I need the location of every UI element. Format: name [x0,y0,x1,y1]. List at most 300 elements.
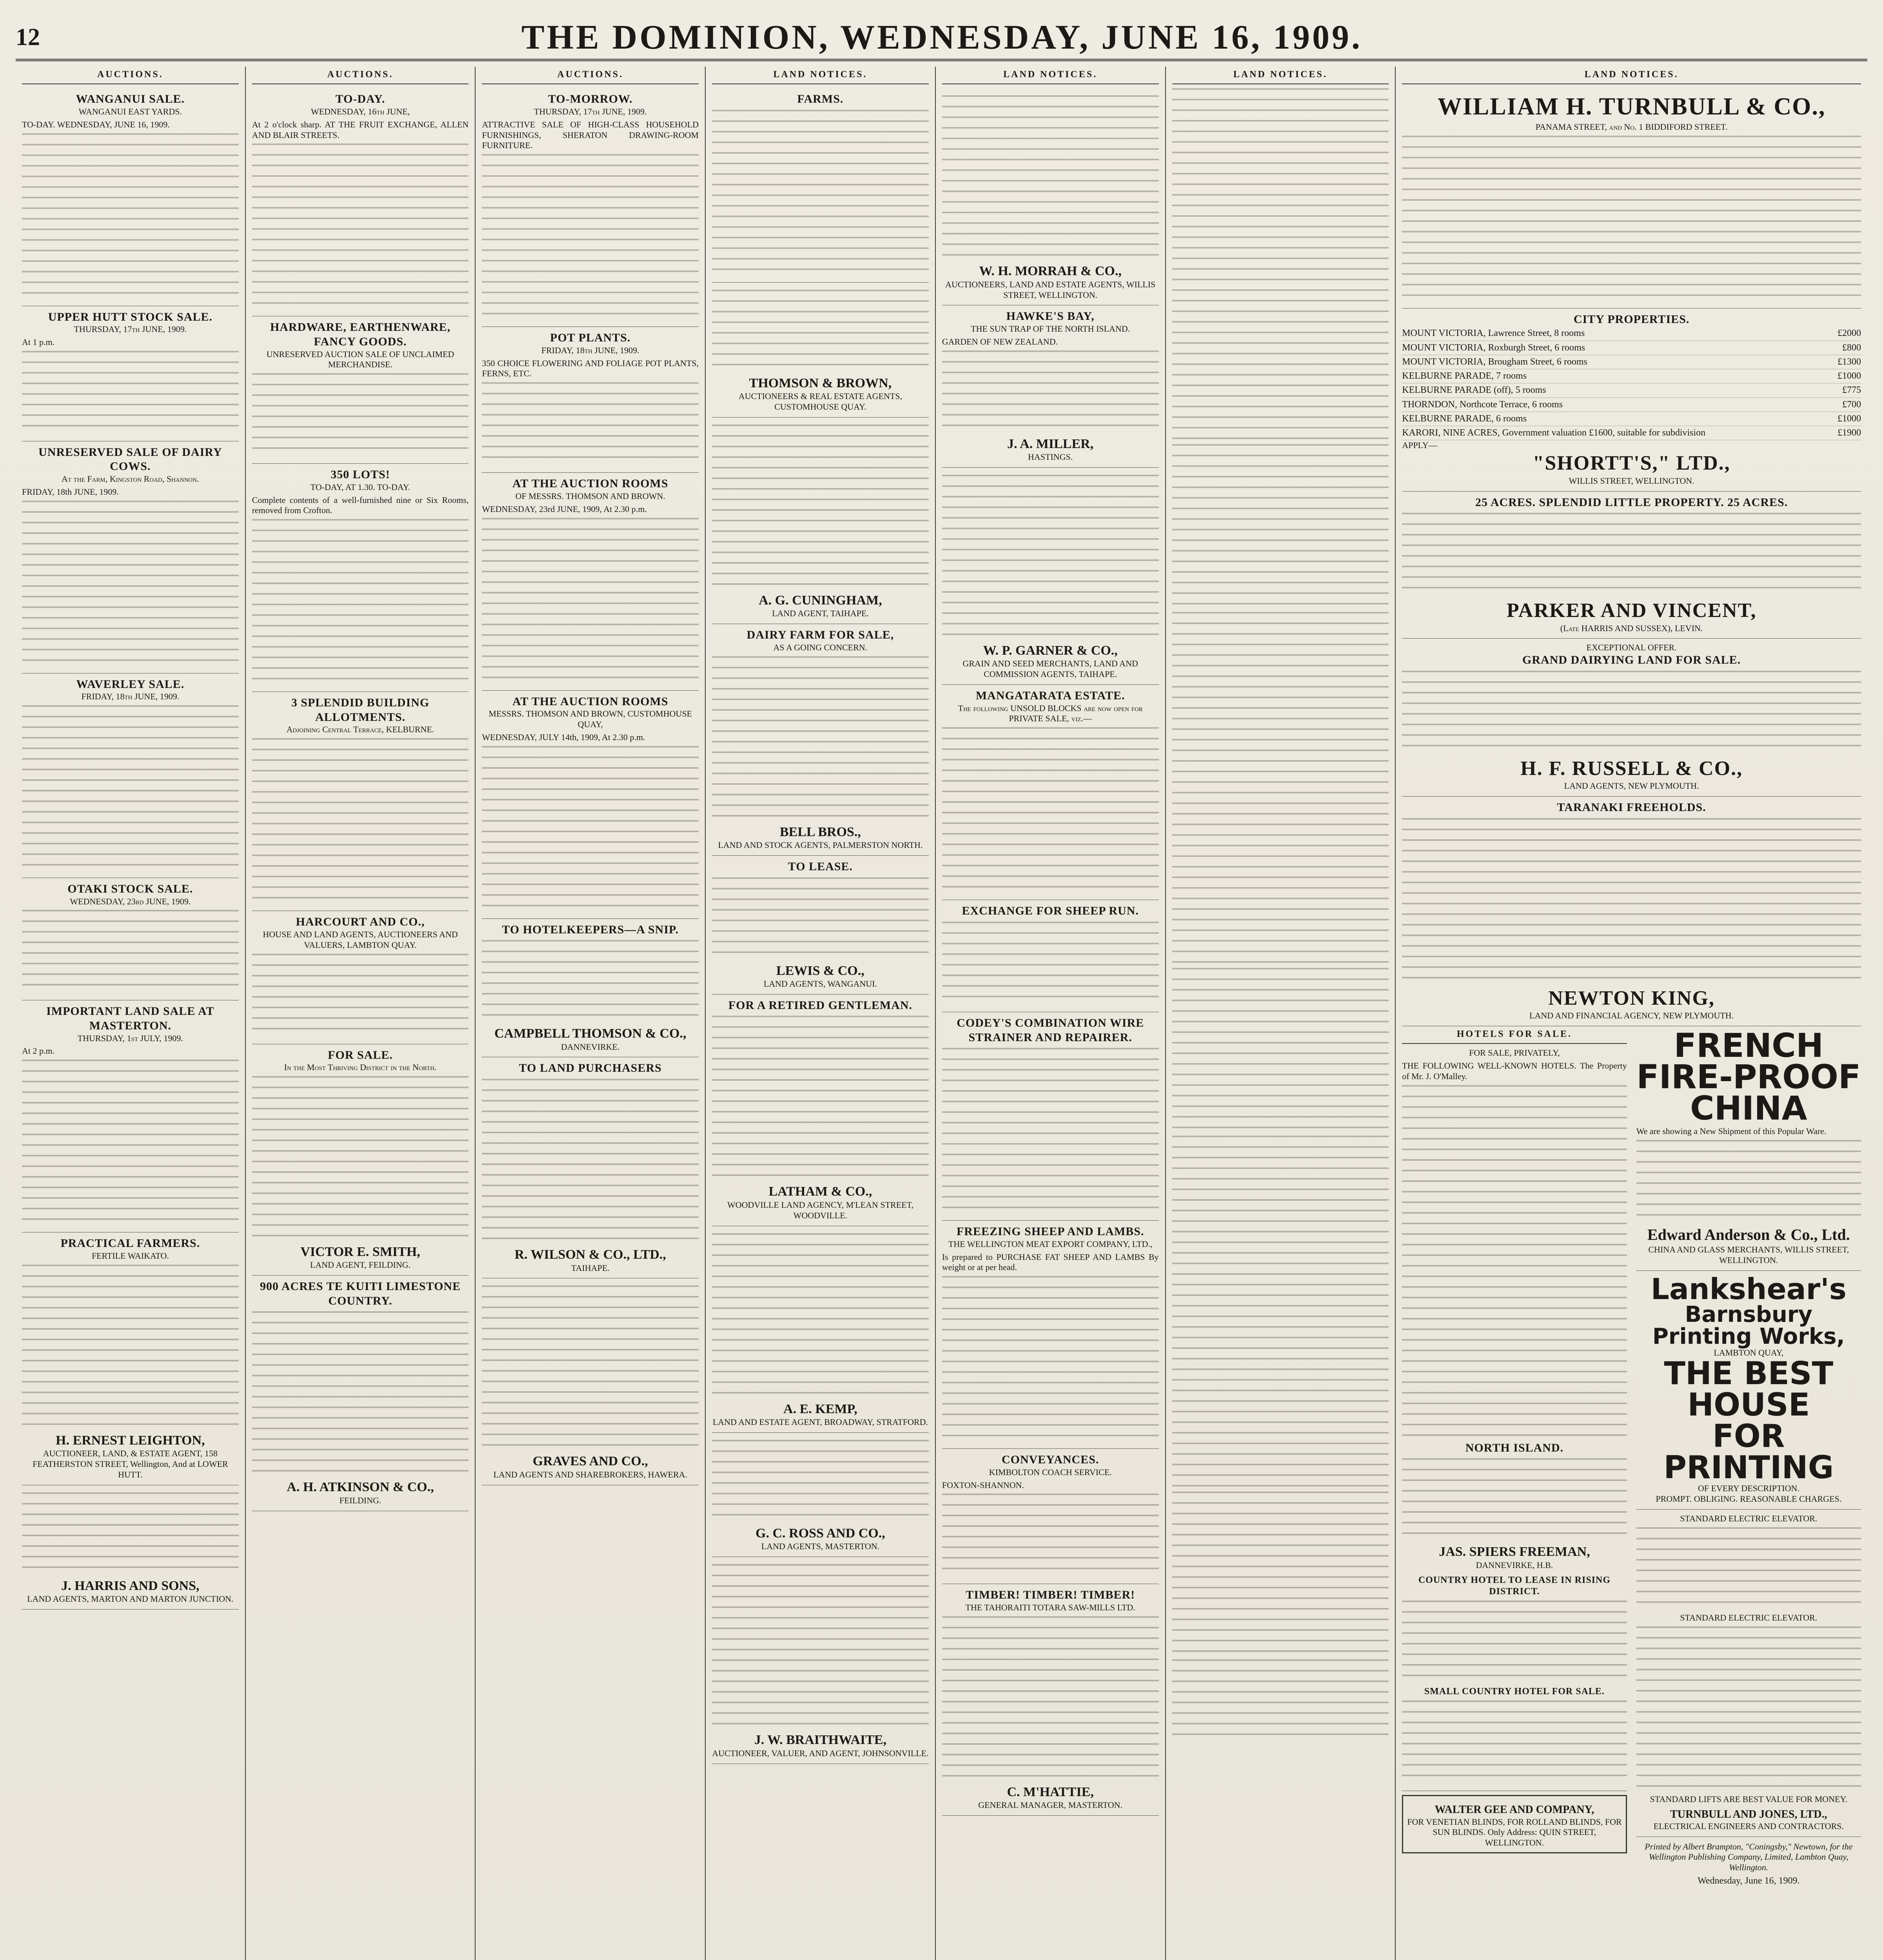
column-3 [476,67,706,1960]
property-price: £1300 [1837,356,1861,367]
ad-title: HAWKE'S BAY, [1006,310,1095,323]
ad-body: Complete contents of a well-furnished nine or Six Rooms, removed from Crofton. [252,495,469,515]
ad-title: PRACTICAL FARMERS. [60,1237,200,1250]
french-line-2: FIRE-PROOF [1636,1057,1861,1096]
advertisement [252,88,469,316]
firm-name: A. G. CUNINGHAM, [759,593,882,608]
text-block [252,954,469,1036]
property-name: THORNDON, Northcote Terrace, 6 rooms [1402,399,1563,410]
ad-subtitle: HOUSE AND LAND AGENTS, AUCTIONEERS AND VALUERS, LAMBTON QUAY. [263,929,458,950]
turnbull-jones-firm: TURNBULL AND JONES, LTD., [1670,1808,1827,1820]
firm-address: GRAIN AND SEED MERCHANTS, LAND AND COMMISSION AGENTS, TAIHAPE. [962,659,1138,679]
ad-subtitle: KIMBOLTON COACH SERVICE. [989,1467,1112,1477]
firm-address: LAND AGENTS, MARTON AND MARTON JUNCTION. [27,1594,234,1604]
ad-subtitle: AS A GOING CONCERN. [773,642,868,652]
firm-name: LATHAM & CO., [768,1184,872,1199]
column-2 [246,67,476,1960]
ad-title: FOR SALE. [328,1048,393,1062]
text-block [1636,1626,1861,1791]
advertisement [482,473,699,690]
ad-title: MANGATARATA ESTATE. [975,689,1125,702]
column-heading: LAND NOTICES. [942,67,1159,84]
text-block [942,1616,1159,1781]
freeman-firm: JAS. SPIERS FREEMAN, [1439,1544,1590,1559]
firm-address: LAND AND STOCK AGENTS, PALMERSTON NORTH. [718,840,923,850]
anderson-sub: CHINA AND GLASS MERCHANTS, WILLIS STREET, WELLINGTON. [1648,1244,1849,1265]
text-block [1172,968,1389,1132]
advertisement [22,1000,239,1232]
lankshear-sub: LAMBTON QUAY, [1714,1347,1784,1357]
exceptional-sub: GRAND DAIRYING LAND FOR SALE. [1522,653,1741,667]
property-price: £1000 [1837,371,1861,381]
ad-subtitle: WEDNESDAY, 16th JUNE, [311,106,410,116]
text-block [482,940,699,1022]
advertisement [942,1449,1159,1584]
property-name: MOUNT VICTORIA, Roxburgh Street, 6 rooms [1402,342,1585,353]
text-block [712,656,929,821]
advertisement [22,306,239,441]
ad-title: TO LAND PURCHASERS [519,1062,662,1075]
paper-title: THE DOMINION, WEDNESDAY, JUNE 16, 1909. [521,18,1363,56]
shortts-firm: "SHORTT'S," LTD., [1533,452,1730,475]
advertisement [252,1276,469,1511]
advertisement [252,911,469,1044]
hotels-north: NORTH ISLAND. [1465,1441,1564,1454]
firm-address: AUCTIONEERS & REAL ESTATE AGENTS, CUSTOMHOUSE QUAY. [738,391,902,412]
ad-subtitle: Adjoining Central Terrace, KELBURNE. [286,724,434,735]
advertisement [22,878,239,1000]
text-block [1172,88,1389,441]
advertisement [482,691,699,919]
french-china-ad [1636,1026,1861,1271]
ad-subtitle: In the Most Thriving District in the North. [284,1062,437,1073]
wide-lower-right [1636,1026,1861,1887]
imprint: Printed by Albert Brampton, "Coningsby," Newtown, for the Wellington Publishing Company, Limited, Lambton Quay, Wellington. [1645,1841,1853,1873]
advertisement [942,685,1159,900]
ad-subtitle: WEDNESDAY, 23rd JUNE, 1909. [70,896,191,906]
firm-name: VICTOR E. SMITH, [300,1244,420,1259]
turnbull-ad [1402,88,1861,308]
advertisement [482,919,699,1058]
ad-subtitle: FRIDAY, 18th JUNE, 1909. [81,691,180,702]
advertisement [22,673,239,878]
firm-name: J. HARRIS AND SONS, [61,1578,200,1593]
advertisement [22,441,239,673]
advertisement [22,1232,239,1485]
text-block [942,727,1159,892]
text-block [22,910,239,992]
turnbull-jones-sub: ELECTRICAL ENGINEERS AND CONTRACTORS. [1653,1821,1844,1831]
hotels-heading: HOTELS FOR SALE. [1402,1026,1627,1044]
text-block [1172,444,1389,609]
parker-vincent-firm: PARKER AND VINCENT, [1506,599,1757,622]
firm-address: LAND AGENTS, WANGANUI. [763,979,877,989]
ad-subtitle: THURSDAY, 17th JUNE, 1909. [534,106,647,116]
ad-title: WANGANUI SALE. [76,93,185,106]
ad-subtitle: THURSDAY, 17th JUNE, 1909. [74,324,187,334]
ad-subtitle: THE TAHORAITI TOTARA SAW-MILLS LTD. [965,1602,1135,1613]
advertisement [712,1433,929,1557]
text-block [1636,1140,1861,1222]
text-block [22,1060,239,1224]
text-block [482,154,699,319]
advertisement [482,88,699,327]
taranaki-title: TARANAKI FREEHOLDS. [1557,801,1706,814]
ad-subtitle: UNRESERVED AUCTION SALE OF UNCLAIMED MERCHANDISE. [266,349,454,370]
ad-subtitle: At the Farm, Kingston Road, Shannon. [62,474,199,484]
property-name: MOUNT VICTORIA, Lawrence Street, 8 rooms [1402,328,1585,339]
newton-king-sub: LAND AND FINANCIAL AGENCY, NEW PLYMOUTH. [1529,1011,1734,1021]
text-block [712,1016,929,1180]
advertisement [942,1221,1159,1449]
advertisement [712,417,929,624]
firm-name: H. ERNEST LEIGHTON, [56,1433,205,1448]
ad-title: 3 SPLENDID BUILDING ALLOTMENTS. [291,696,430,724]
price-row [1402,398,1861,412]
ad-title: TO LEASE. [788,860,853,873]
ad-subtitle: WANGANUI EAST YARDS. [78,106,182,116]
text-block [942,922,1159,1004]
column-wide [1396,67,1867,1960]
text-block [942,1494,1159,1576]
text-block [482,518,699,682]
advertisement [712,1557,929,1764]
columns [16,67,1867,1960]
ad-title: TIMBER! TIMBER! TIMBER! [966,1588,1135,1602]
firm-name: J. W. BRAITHWAITE, [754,1733,887,1748]
text-block [1402,1458,1627,1541]
advertisement [942,305,1159,468]
price-row [1402,412,1861,426]
text-block [712,290,929,372]
price-row [1402,369,1861,383]
firm-address: AUCTIONEER, VALUER, AND AGENT, JOHNSONVILLE. [712,1748,929,1758]
ad-title: TO-DAY. [335,93,385,106]
ad-title: CODEY'S COMBINATION WIRE STRAINER AND REPAIRER. [957,1016,1144,1044]
lankshear-line-1: Lankshear's [1651,1272,1847,1306]
ad-body: WEDNESDAY, 23rd JUNE, 1909, At 2.30 p.m. [482,504,647,514]
ad-subtitle: MESSRS. THOMSON AND BROWN, CUSTOMHOUSE QUAY, [488,709,692,729]
ad-subtitle: OF MESSRS. THOMSON AND BROWN. [515,491,665,501]
taranaki-ad [1402,797,1861,1026]
masthead [16,16,1867,61]
property-price: £1000 [1837,413,1861,424]
price-row [1402,383,1861,397]
best-line-1: THE BEST HOUSE [1664,1355,1834,1423]
text-block [482,1285,699,1450]
text-block [942,95,1159,260]
text-block [712,1440,929,1522]
ad-subtitle: FERTILE WAIKATO. [91,1250,169,1261]
turnbull-address: PANAMA STREET, and No. 1 BIDDIFORD STREET. [1535,122,1728,132]
text-block [252,1311,469,1476]
text-block [1402,513,1861,595]
text-block [252,738,469,903]
firm-name: C. M'HATTIE, [1007,1784,1094,1799]
city-properties-title: CITY PROPERTIES. [1573,312,1690,326]
firm-name: G. C. ROSS AND CO., [755,1526,885,1541]
russell-sub: LAND AGENTS, NEW PLYMOUTH. [1564,781,1699,791]
advertisement [712,283,929,417]
text-block [252,373,469,456]
text-block [22,133,239,298]
ad-title: HARCOURT AND CO., [296,915,425,929]
ad-body: TO-DAY. WEDNESDAY, JUNE 16, 1909. [22,119,170,129]
anderson-firm: Edward Anderson & Co., Ltd. [1647,1226,1850,1244]
property-price: £1900 [1837,428,1861,438]
ad-title: FOR A RETIRED GENTLEMAN. [728,998,912,1012]
ad-title: 900 ACRES TE KUITI LIMESTONE COUNTRY. [260,1280,461,1307]
column-5 [936,67,1166,1960]
ad-subtitle: THE SUN TRAP OF THE NORTH ISLAND. [971,323,1130,334]
property-name: MOUNT VICTORIA, Brougham Street, 6 rooms [1402,356,1587,367]
elevator-title-2: STANDARD ELECTRIC ELEVATOR. [1680,1612,1818,1622]
ad-body: FOXTON-SHANNON. [942,1480,1024,1490]
text-block [22,351,239,433]
firm-name: GRAVES AND CO., [532,1454,648,1469]
ad-body: At 1 p.m. [22,337,55,347]
firm-name: W. H. MORRAH & CO., [979,264,1122,279]
property-name: KARORI, NINE ACRES, Government valuation £1600, suitable for subdivision [1402,428,1706,438]
apply-label: APPLY— [1402,440,1437,450]
firm-name: J. A. MILLER, [1007,436,1094,451]
text-block [22,1492,239,1575]
text-block [712,877,929,960]
parker-vincent-sub: (Late HARRIS AND SUSSEX), LEVIN. [1560,623,1703,633]
best-line-2: FOR PRINTING [1663,1418,1834,1486]
elevator-ad [1636,1510,1861,1837]
ad-subtitle: TO-DAY, AT 1.30. TO-DAY. [310,482,410,492]
country-hotel-ad [1402,1571,1627,1791]
ad-title: CONVEYANCES. [1001,1453,1099,1466]
lankshear-line-2: Barnsbury [1685,1301,1812,1327]
lankshear-tag: PROMPT. OBLIGING. REASONABLE CHARGES. [1656,1494,1842,1504]
ad-body: Is prepared to PURCHASE FAT SHEEP AND LAMBS By weight or at per head. [942,1252,1159,1272]
text-block [22,501,239,665]
elevator-footer: STANDARD LIFTS ARE BEST VALUE FOR MONEY. [1650,1794,1847,1804]
ad-body: At 2 o'clock sharp. AT THE FRUIT EXCHANGE, ALLEN AND BLAIR STREETS. [252,119,469,140]
gee-body: FOR VENETIAN BLINDS, FOR ROLLAND BLINDS, FOR SUN BLINDS. Only Address: QUIN STREET, WELLINGTON. [1407,1817,1622,1848]
firm-name: A. E. KEMP, [783,1401,857,1416]
column-heading: AUCTIONS. [22,67,239,84]
ad-subtitle: The following UNSOLD BLOCKS are now open for PRIVATE SALE, viz.— [958,703,1143,724]
ad-title: UPPER HUTT STOCK SALE. [48,310,213,323]
text-block [1402,818,1861,983]
firm-name: LEWIS & CO., [776,963,864,978]
column-heading: AUCTIONS. [252,67,469,84]
turnbull-listings [1402,136,1861,300]
firm-address: TAIHAPE. [571,1263,610,1273]
price-row [1402,355,1861,369]
ad-title: AT THE AUCTION ROOMS [512,695,668,708]
french-line-1: FRENCH [1674,1026,1824,1065]
ad-subtitle: THURSDAY, 1st JULY, 1909. [77,1033,183,1043]
advertisement [22,88,239,306]
advertisement [252,464,469,692]
advertisement [712,624,929,856]
exceptional-title: EXCEPTIONAL OFFER. [1586,642,1677,653]
splendid-title: 25 ACRES. SPLENDID LITTLE PROPERTY. 25 ACRES. [1475,495,1788,509]
ad-body: GARDEN OF NEW ZEALAND. [942,336,1058,347]
firm-address: FEILDING. [339,1495,381,1505]
lankshear-line-3: Printing Works, [1652,1323,1845,1349]
property-price: £800 [1842,342,1861,353]
ad-title: IMPORTANT LAND SALE AT MASTERTON. [46,1005,214,1033]
ad-title: WAVERLEY SALE. [76,677,185,691]
firm-address: DANNEVIRKE. [561,1042,620,1052]
text-block [712,1564,929,1729]
ad-subtitle: FRIDAY, 18th JUNE, 1909. [541,345,639,355]
lankshear-ad [1636,1271,1861,1510]
property-price: £700 [1842,399,1861,410]
ad-body: At 2 p.m. [22,1046,55,1056]
advertisement [942,88,1159,305]
property-name: KELBURNE PARADE, 6 rooms [1402,413,1527,424]
text-block [1636,1527,1861,1610]
page-number: 12 [16,24,40,51]
text-block [1172,612,1389,965]
shortts-address: WILLIS STREET, WELLINGTON. [1569,475,1694,486]
ad-title: FREEZING SHEEP AND LAMBS. [956,1225,1144,1238]
turnbull-firm: WILLIAM H. TURNBULL & CO., [1437,93,1826,120]
elevator-title: STANDARD ELECTRIC ELEVATOR. [1680,1514,1818,1524]
ad-body: ATTRACTIVE SALE OF HIGH-CLASS HOUSEHOLD FURNISHINGS, SHERATON DRAWING-ROOM FURNITURE. [482,119,699,151]
property-name: KELBURNE PARADE (off), 5 rooms [1402,385,1546,396]
ad-body: 350 CHOICE FLOWERING AND FOLIAGE POT PLANTS, FERNS, ETC. [482,358,699,379]
text-block [942,350,1159,433]
wide-lower-left [1402,1026,1627,1887]
advertisement [712,856,929,995]
property-price: £2000 [1837,328,1861,339]
advertisement [22,1485,239,1610]
text-block [252,143,469,308]
text-block [712,110,929,274]
text-block [1402,671,1861,753]
text-block [252,1076,469,1241]
advertisement [942,900,1159,1012]
advertisement [942,1012,1159,1221]
text-block [712,1233,929,1398]
column-heading: LAND NOTICES. [712,67,929,84]
firm-address: LAND AGENT, FEILDING. [310,1260,411,1270]
advertisement [712,995,929,1226]
splendid-property-ad [1402,492,1861,639]
lankshear-desc: OF EVERY DESCRIPTION. [1698,1483,1799,1494]
text-block [1402,1700,1627,1783]
gee-ad [1402,1795,1627,1853]
firm-address: LAND AND ESTATE AGENT, BROADWAY, STRATFORD. [712,1417,928,1427]
exceptional-offer-ad [1402,639,1861,797]
text-block [1402,1601,1627,1683]
ad-title: TO HOTELKEEPERS—A SNIP. [502,923,679,936]
ad-title: AT THE AUCTION ROOMS [512,477,668,490]
advertisement [252,316,469,464]
property-price: £775 [1842,385,1861,396]
french-line-3: CHINA [1690,1089,1807,1127]
advertisement [942,1584,1159,1816]
firm-address: LAND AGENT, TAIHAPE. [772,608,869,619]
text-block [942,475,1159,639]
text-block [22,1265,239,1429]
ad-title: HARDWARE, EARTHENWARE, FANCY GOODS. [270,321,451,348]
price-row [1402,341,1861,355]
city-properties-ad [1402,309,1861,492]
column-6 [1166,67,1396,1960]
text-block [482,746,699,911]
text-block [1172,1659,1389,1742]
advertisement [482,1278,699,1485]
russell-firm: H. F. RUSSELL & CO., [1520,757,1743,780]
advertisement [252,692,469,911]
text-block [252,519,469,684]
firm-address: LAND AGENTS AND SHAREBROKERS, HAWERA. [493,1469,687,1479]
ad-body: WEDNESDAY, JULY 14th, 1909, At 2.30 p.m. [482,732,645,742]
small-hotel-title: SMALL COUNTRY HOTEL FOR SALE. [1424,1686,1605,1697]
french-body: We are showing a New Shipment of this Popular Ware. [1636,1126,1827,1136]
firm-address: HASTINGS. [1028,452,1073,462]
ad-title: TO-MORROW. [548,93,633,106]
ad-body: FRIDAY, 18th JUNE, 1909. [22,486,119,497]
column-4 [706,67,936,1960]
firm-address: AUCTIONEER, LAND, & ESTATE AGENT, 158 FEATHERSTON STREET, Wellington, And at LOWER HUTT. [32,1448,228,1479]
hotels-sub: FOR SALE, PRIVATELY, [1469,1048,1560,1058]
advertisement [482,327,699,473]
ad-title: FARMS. [797,93,844,106]
firm-address: WOODVILLE LAND AGENCY, M'LEAN STREET, WOODVILLE. [727,1200,913,1220]
text-block [712,425,929,589]
ad-title: EXCHANGE FOR SHEEP RUN. [962,904,1139,918]
column-1 [16,67,246,1960]
advertisement [252,1044,469,1276]
hotels-body: THE FOLLOWING WELL-KNOWN HOTELS. The Property of Mr. J. O'Malley. [1402,1061,1627,1081]
property-name: KELBURNE PARADE, 7 rooms [1402,371,1527,381]
advertisement [942,468,1159,685]
price-list [1402,327,1861,440]
text-block [22,705,239,870]
ad-title: DAIRY FARM FOR SALE, [746,628,894,642]
column-heading: AUCTIONS. [482,67,699,84]
column-heading: LAND NOTICES. [1172,67,1389,84]
text-block [942,1048,1159,1212]
firm-address: AUCTIONEERS, LAND AND ESTATE AGENTS, WILLIS STREET, WELLINGTON. [945,279,1156,300]
price-row [1402,327,1861,341]
firm-name: R. WILSON & CO., LTD., [514,1247,666,1262]
gee-firm: WALTER GEE AND COMPANY, [1434,1804,1594,1816]
column-heading: LAND NOTICES. [1402,67,1861,84]
price-row [1402,426,1861,440]
ad-title: UNRESERVED SALE OF DAIRY COWS. [38,445,222,473]
firm-name: W. P. GARNER & CO., [983,643,1118,658]
wide-lower-split [1402,1026,1861,1887]
ad-subtitle: THE WELLINGTON MEAT EXPORT COMPANY, LTD., [948,1239,1153,1249]
newton-king-firm: NEWTON KING, [1548,987,1715,1009]
text-block [1172,1492,1389,1656]
ad-title: 350 LOTS! [330,468,390,481]
firm-address: LAND AGENTS, MASTERTON. [761,1541,880,1552]
freeman-sub: DANNEVIRKE, H.B. [1476,1560,1553,1570]
text-block [1172,1136,1389,1488]
firm-name: THOMSON & BROWN, [749,376,892,390]
firm-name: A. H. ATKINSON & CO., [287,1480,434,1495]
advertisement [712,1226,929,1433]
imprint-date: Wednesday, June 16, 1909. [1698,1876,1800,1886]
firm-name: CAMPBELL THOMSON & CO., [494,1026,686,1041]
text-block [1402,1085,1627,1438]
advertisement [482,1057,699,1278]
ad-title: POT PLANTS. [550,331,631,345]
advertisement [712,88,929,283]
firm-address: GENERAL MANAGER, MASTERTON. [978,1800,1123,1810]
